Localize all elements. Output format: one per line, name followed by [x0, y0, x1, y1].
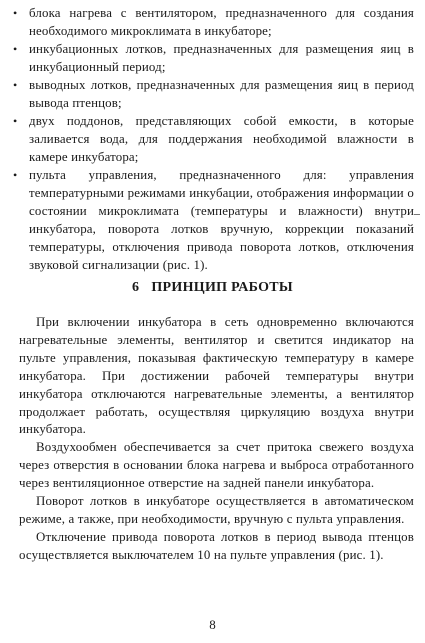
list-item-text: пульта управления, предназначенного для: управления температурными режимами инкубации, отображения информации о состоянии микроклимата (температуры и влажности) внутри инкубатора, поворота лотков вручную, коррекции показаний температуры, отключения привода поворота лотков, отключения звуковой сигнализации (рис. 1). — [29, 168, 414, 272]
bullet-marker: • — [13, 6, 18, 20]
list-item — [12, 4, 414, 40]
section-body — [19, 314, 414, 565]
list-item — [12, 166, 414, 274]
component-list — [12, 4, 414, 274]
list-item-text: выводных лотков, предназначенных для размещения яиц в период вывода птенцов; — [29, 78, 414, 110]
list-item — [12, 112, 414, 166]
bullet-marker: • — [13, 42, 18, 56]
bullet-marker: • — [13, 168, 18, 182]
list-item-text: двух поддонов, представляющих собой емкости, в которые заливается вода, для поддержания необходимой влажности в камере инкубатора; — [29, 114, 414, 164]
list-item-text: блока нагрева с вентилятором, предназначенного для создания необходимого микроклимата в инкубаторе; — [29, 6, 414, 38]
paragraph: Отключение привода поворота лотков в период вывода птенцов осуществляется выключателем 10 на пульте управления (рис. 1). — [19, 529, 414, 562]
paragraph: При включении инкубатора в сеть одновременно включаются нагревательные элементы, вентилятор и светится индикатор на пульте управления, показывая фактическую температуру в камере инкубатора. При достижении рабочей температуры внутри инкубатора отключаются нагревательные элементы, а вентилятор продолжает работать, осуществляя циркуляцию воздуха внутри инкубатора. — [19, 315, 414, 437]
bullet-marker: • — [13, 78, 18, 92]
paragraph: Поворот лотков в инкубаторе осуществляется в автоматическом режиме, а также, при необходимости, вручную с пульта управления. — [19, 494, 414, 526]
section-heading — [0, 280, 425, 296]
list-item — [12, 76, 414, 112]
list-item-text: инкубационных лотков, предназначенных для размещения яиц в инкубационный период; — [29, 42, 414, 74]
section-number: 6 — [132, 280, 140, 295]
page-number: 8 — [209, 617, 216, 632]
paragraph: Воздухообмен обеспечивается за счет притока свежего воздуха через отверстия в основании блока нагрева и выброса отработанного через вентиляционное отверстие на задней панели инкубатора. — [19, 440, 414, 491]
bullet-marker: • — [13, 114, 18, 128]
section-title: ПРИНЦИП РАБОТЫ — [151, 280, 293, 295]
scan-artifact-dash — [414, 214, 420, 215]
list-item — [12, 40, 414, 76]
